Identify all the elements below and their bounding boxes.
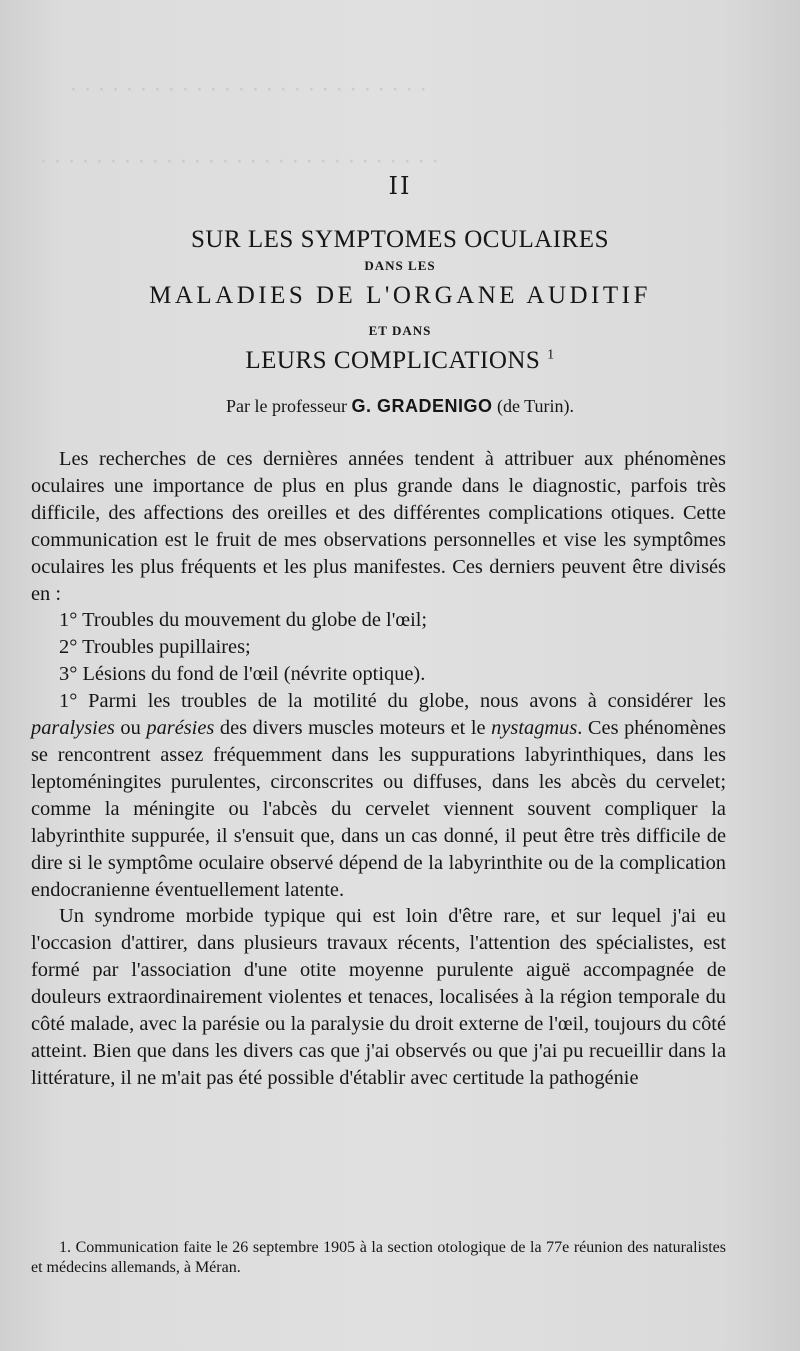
byline-prefix: Par le professeur xyxy=(226,396,347,416)
title-line-4: ET DANS xyxy=(368,323,432,338)
emphasis-paresies: parésies xyxy=(146,717,215,740)
footnote xyxy=(31,1238,726,1278)
title-line-1: SUR LES SYMPTOMES OCULAIRES xyxy=(191,226,609,253)
title-line-3: MALADIES DE L'ORGANE AUDITIF xyxy=(149,282,651,309)
emphasis-nystagmus: nystagmus xyxy=(491,717,578,740)
footnote-mark: 1. xyxy=(59,1239,71,1256)
title-line-2: DANS LES xyxy=(364,258,436,273)
paragraph-2 xyxy=(31,688,726,903)
byline xyxy=(0,396,800,417)
paragraph-2-start: 1° Parmi les troubles de la motilité du globe, nous avons à considérer les xyxy=(59,690,726,713)
list-item: 2° Troubles pupillaires; xyxy=(59,636,251,659)
paragraph-2-mid1: ou xyxy=(120,717,141,740)
title-line-5 xyxy=(0,347,800,375)
author-location: (de Turin). xyxy=(496,396,574,416)
show-through-texture: · · · · · · · · · · · · · · · · · · · · · · · · · · · · · xyxy=(40,150,439,175)
paragraph-2-mid2: des divers muscles moteurs et le xyxy=(219,717,486,740)
list-item: 3° Lésions du fond de l'œil (névrite optique). xyxy=(59,663,426,686)
paragraph-2-end: . Ces phénomènes se rencontrent assez fréquemment dans les suppurations labyrinthiques, dans les leptoméningites purulentes, circonscrites ou diffuses, dans les abcès du cervelet; comme la méningite ou l'abcès du cervelet viennent souvent compliquer la labyrinthite suppurée, il s'ensuit que, dans un cas donné, il peut être très difficile de dire si le symptôme oculaire observé dépend de la labyrinthite ou de la complication endocranienne éventuellement latente. xyxy=(31,717,726,901)
chapter-number: II xyxy=(388,172,412,200)
show-through-texture: · · · · · · · · · · · · · · · · · · · · · · · · · · xyxy=(70,78,427,103)
list-item: 1° Troubles du mouvement du globe de l'œil; xyxy=(59,609,428,632)
body-text xyxy=(31,446,726,1092)
footnote-reference: 1 xyxy=(547,347,555,363)
paragraph-1: Les recherches de ces dernières années tendent à attribuer aux phénomènes oculaires une importance de plus en plus grande dans le diagnostic, parfois très difficile, des affections des oreilles et des différentes complications otiques. Cette communication est le fruit de mes observations personnelles et vise les symptômes oculaires les plus fréquents et les plus manifestes. Ces derniers peuvent être divisés en : xyxy=(31,448,726,605)
footnote-text: Communication faite le 26 septembre 1905 à la section otologique de la 77e réunion des naturalistes et médecins allemands, à Méran. xyxy=(31,1239,727,1276)
author-name: G. GRADENIGO xyxy=(351,396,493,416)
title-line-5-text: LEURS COMPLICATIONS xyxy=(245,347,541,374)
paragraph-3: Un syndrome morbide typique qui est loin d'être rare, et sur lequel j'ai eu l'occasion d'attirer, dans plusieurs travaux récents, l'attention des spécialistes, est formé par l'association d'une otite moyenne purulente aiguë accompagnée de douleurs extraordinairement violentes et tenaces, localisées à la région temporale du côté malade, avec la parésie ou la paralysie du droit externe de l'œil, toujours du côté atteint. Bien que dans les divers cas que j'ai observés ou que j'ai pu recueillir dans la littérature, il ne m'ait pas été possible d'établir avec certitude la pathogénie xyxy=(31,905,726,1089)
emphasis-paralysies: paralysies xyxy=(31,717,115,740)
